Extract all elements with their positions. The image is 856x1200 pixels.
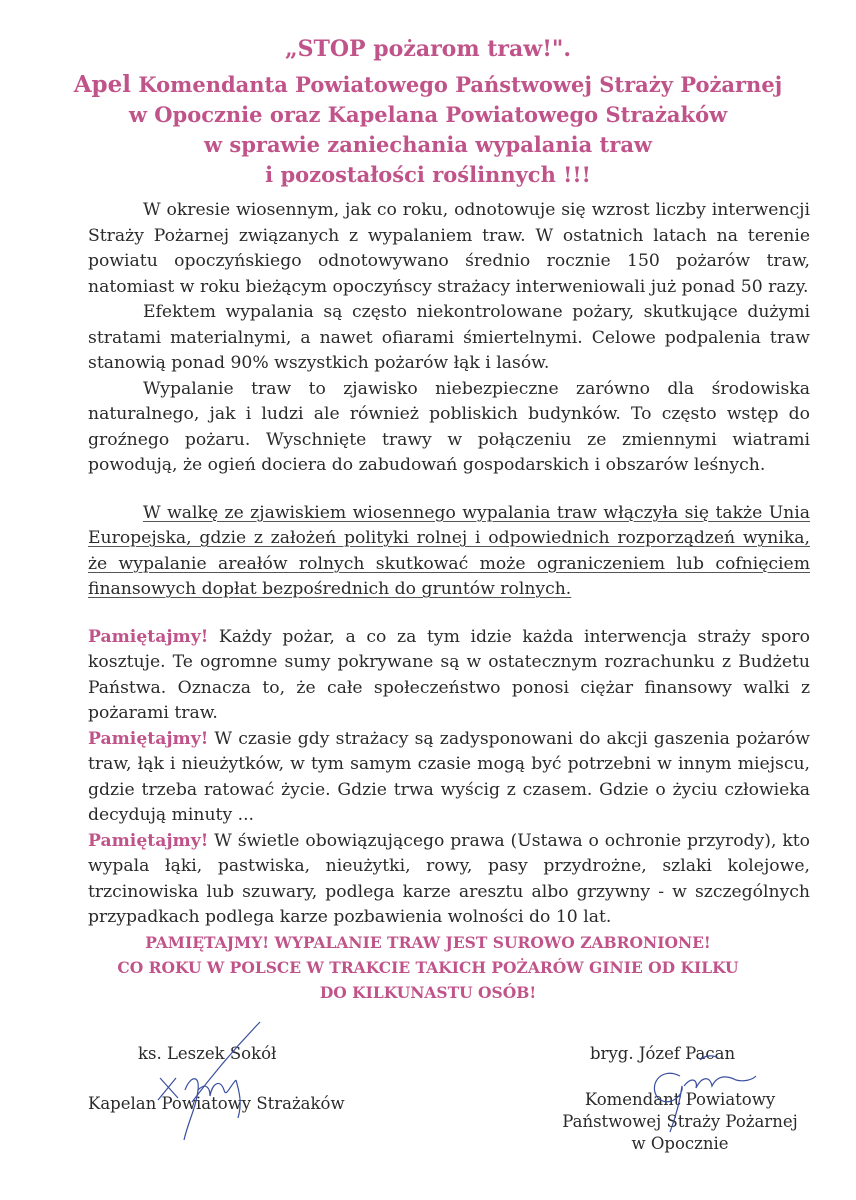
warning-line-2: CO ROKU W POLSCE W TRAKCIE TAKICH POŻARÓW GINIE OD KILKU	[117, 958, 739, 977]
commander-role-line-1: Komendant Powiatowy	[584, 1090, 776, 1109]
appeal-title	[0, 32, 856, 190]
chaplain-name: ks. Leszek Sokół	[138, 1044, 277, 1063]
chaplain-role: Kapelan Powiatowy Strażaków	[88, 1094, 345, 1113]
commander-role-line-2: Państwowej Straży Pożarnej	[562, 1112, 798, 1131]
commander-role-line-3: w Opocznie	[631, 1134, 729, 1153]
reminder-label: Pamiętajmy!	[88, 626, 209, 647]
slogan-heading: „STOP pożarom traw!".	[284, 36, 571, 62]
apel-word: Apel	[73, 71, 132, 98]
paragraph-dangers: Wypalanie traw to zjawisko niebezpieczne zarówno dla środowiska naturalnego, jak i ludzi ale również pobliskich budynków. To często wstęp do groźnego pożaru. Wyschnięte trawy w połączeniu ze zmiennymi wiatrami powodują, że ogień dociera do zabudowań gospodarskich i obszarów leśnych.	[88, 378, 810, 475]
title-line-3: w Opocznie oraz Kapelana Powiatowego Strażaków	[128, 102, 728, 127]
commander-name: bryg. Józef Pacan	[590, 1044, 736, 1063]
reminder-costs	[88, 625, 810, 727]
reminder-text: Każdy pożar, a co za tym idzie każda interwencja straży sporo kosztuje. Te ogromne sumy pokrywane są w ostatecznym rozrachunku z Budżetu Państwa. Oznacza to, że całe społeczeństwo ponosi ciężar finansowy walki z pożarami traw.	[88, 626, 810, 723]
title-line-4: w sprawie zaniechania wypalania traw	[203, 132, 653, 157]
reminder-label: Pamiętajmy!	[88, 830, 209, 851]
reminder-law	[88, 829, 810, 931]
warning-line-3: DO KILKUNASTU OSÓB!	[319, 983, 537, 1002]
reminder-lives	[88, 727, 810, 829]
chaplain-handwritten-signature	[140, 1018, 280, 1148]
warning-block	[0, 930, 856, 1005]
appeal-body	[88, 198, 810, 931]
title-line-2	[0, 70, 856, 100]
title-line-5: i pozostałości roślinnych !!!	[265, 162, 591, 187]
reminder-label: Pamiętajmy!	[88, 728, 209, 749]
paragraph-effects: Efektem wypalania są często niekontrolowane pożary, skutkujące dużymi stratami materialnymi, a nawet ofiarami śmiertelnymi. Celowe podpalenia traw stanowią ponad 90% wszystkich pożarów łąk i lasów.	[88, 302, 810, 373]
warning-line-1: PAMIĘTAJMY! WYPALANIE TRAW JEST SUROWO ZABRONIONE!	[145, 933, 711, 952]
title-line-2-rest: Komendanta Powiatowego Państwowej Straży Pożarnej	[138, 72, 783, 97]
commander-handwritten-signature	[640, 1046, 760, 1136]
reminder-text: W świetle obowiązującego prawa (Ustawa o ochronie przyrody), kto wypala łąki, pastwiska, nieużytki, rowy, pasy przydrożne, szlaki kolejowe, trzcinowiska lub szuwary, podlega karze aresztu albo grzywny - w szczególnych przypadkach podlega karze pozbawienia wolności do 10 lat.	[88, 830, 810, 927]
reminder-text: W czasie gdy strażacy są zadysponowani do akcji gaszenia pożarów traw, łąk i nieużytków, w tym samym czasie mogą być potrzebni w innym miejscu, gdzie trzeba ratować życie. Gdzie trwa wyścig z czasem. Gdzie o życiu człowieka decydują minuty ...	[88, 728, 810, 825]
paragraph-statistics: W okresie wiosennym, jak co roku, odnotowuje się wzrost liczby interwencji Straży Pożarnej związanych z wypalaniem traw. W ostatnich latach na terenie powiatu opoczyńskiego odnotowywano średnio rocznie 150 pożarów traw, natomiast w roku bieżącym opoczyńscy strażacy interweniowali już ponad 50 razy.	[88, 200, 810, 297]
paragraph-eu-subsidies: W walkę ze zjawiskiem wiosennego wypalania traw włączyła się także Unia Europejska, gdzie z założeń polityki rolnej i odpowiednich rozporządzeń wynika, że wypalanie areałów rolnych skutkować może ograniczeniem lub cofnięciem finansowych dopłat bezpośrednich do gruntów rolnych.	[88, 502, 810, 599]
